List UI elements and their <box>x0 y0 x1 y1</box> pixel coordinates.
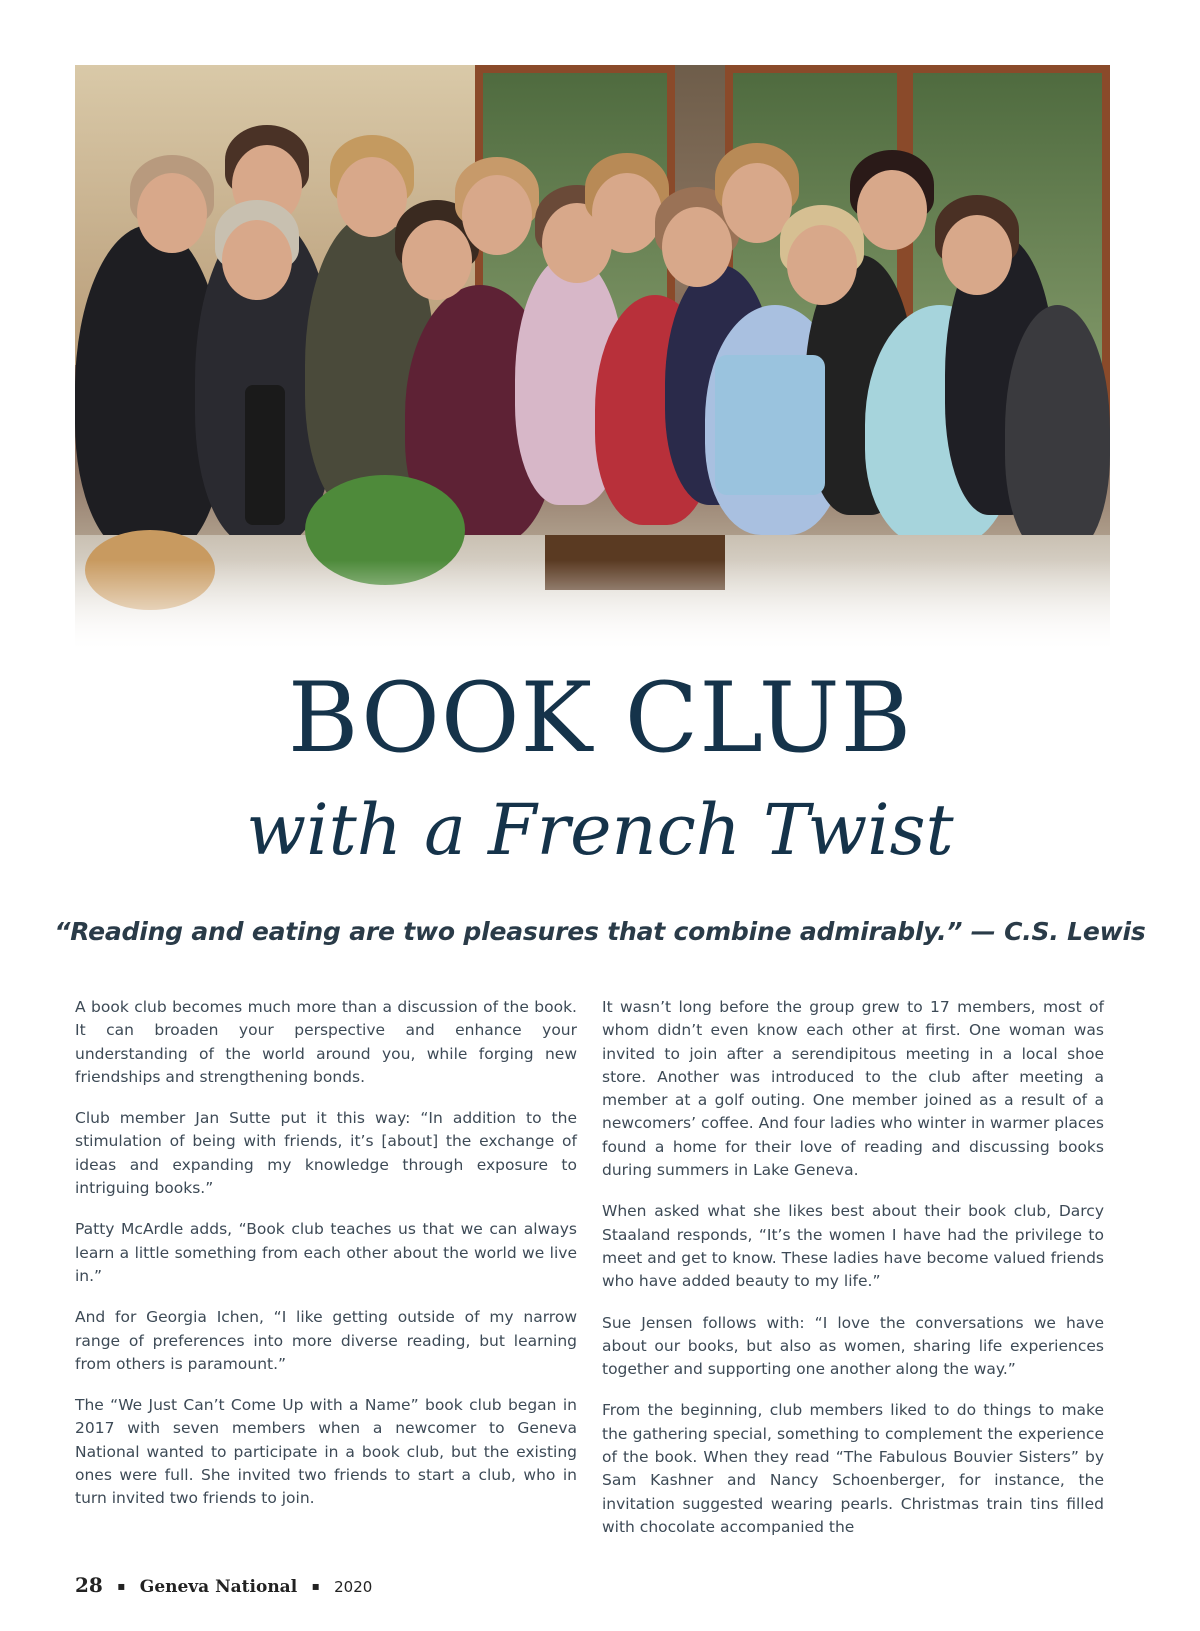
article-title: BOOK CLUB <box>287 662 913 774</box>
article-subtitle: with a French Twist <box>246 789 954 871</box>
paragraph: Patty McArdle adds, “Book club teaches us that we can always learn a little something from each other about the world we live in.” <box>75 1220 577 1285</box>
paragraph: From the beginning, club members liked to do things to make the gathering special, something to complement the experience of the book. When they read “The Fabulous Bouvier Sisters” by Sam Kashner and Nancy Schoenberger, for instance, the invitation suggested wearing pearls. Christmas train tins filled with chocolate accompanied the <box>602 1401 1104 1536</box>
page-number: 28 <box>75 1573 103 1597</box>
paragraph: The “We Just Can’t Come Up with a Name” book club began in 2017 with seven members when a newcomer to Geneva National wanted to participate in a book club, but the existing ones were full. She invited two friends to start a club, who in turn invited two friends to join. <box>75 1396 577 1508</box>
paragraph: A book club becomes much more than a discussion of the book. It can broaden your perspective and enhance your understanding of the world around you, while forging new friendships and strengthening bonds. <box>75 998 577 1086</box>
group-photo <box>75 65 1110 650</box>
publication-year: 2020 <box>334 1578 373 1596</box>
paragraph: And for Georgia Ichen, “I like getting outside of my narrow range of preferences into more diverse reading, but learning from others is paramount.” <box>75 1308 577 1373</box>
paragraph: It wasn’t long before the group grew to 17 members, most of whom didn’t even know each other at first. One woman was invited to join after a serendipitous meeting in a local shoe store. Another was introduced to the club after meeting a member at a golf outing. One member joined as a result of a newcomers’ coffee. And four ladies who winter in warmer places found a home for their love of reading and discussing books during summers in Lake Geneva. <box>602 998 1105 1180</box>
footer-separator: ▪ <box>311 1579 320 1593</box>
paragraph: When asked what she likes best about their book club, Darcy Staaland responds, “It’s the women I have had the privilege to meet and get to know. These ladies have become valued friends who have added beauty to my life.” <box>602 1202 1104 1291</box>
pull-quote: “Reading and eating are two pleasures that combine admirably.” — C.S. Lewis <box>54 917 1146 946</box>
publication-name: Geneva National <box>139 1577 298 1597</box>
footer-separator: ▪ <box>117 1579 126 1593</box>
article-column-left <box>75 996 577 1529</box>
paragraph: Sue Jensen follows with: “I love the conversations we have about our books, but also as women, sharing life experiences together and supporting one another along the way.” <box>602 1313 1104 1379</box>
page-footer <box>75 1573 372 1597</box>
article-column-right <box>602 996 1104 1557</box>
paragraph: Club member Jan Sutte put it this way: “In addition to the stimulation of being with friends, it’s [about] the exchange of ideas and expanding my knowledge through exposure to intriguing books.” <box>75 1109 577 1198</box>
